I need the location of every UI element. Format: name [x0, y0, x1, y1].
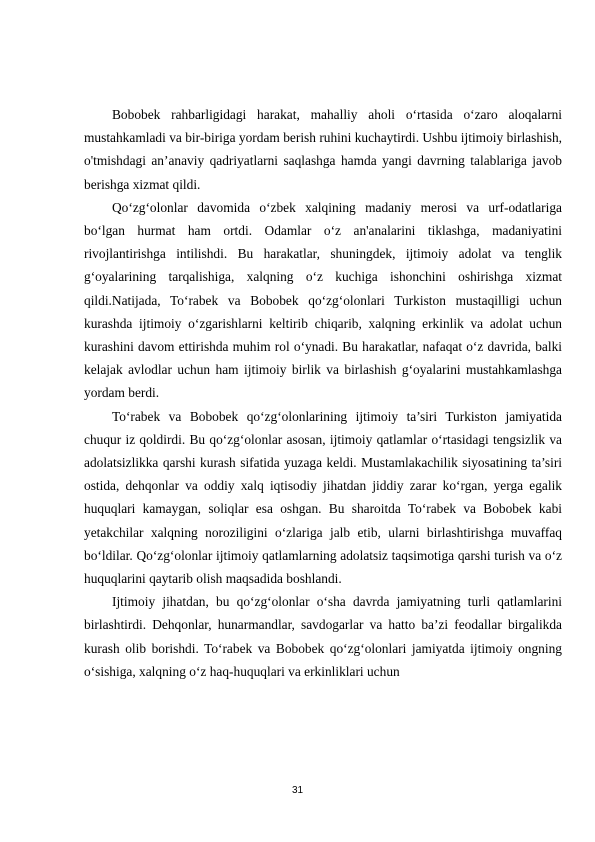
- paragraph-4: Ijtimoiy jihatdan, bu qo‘zg‘olonlar o‘sha davrda jamiyatning turli qatlamlarini birlashtirdi. Dehqonlar, hunarmandlar, savdogarlar va hatto ba’zi feodallar birgalikda kurash olib borishdi. To‘rabek va Bobobek qo‘zg‘olonlari jamiyatda ijtimoiy ongning o‘sishiga, xalqning o‘z haq-huquqlari va erkinliklari uchun: [84, 594, 562, 679]
- page-number: 31: [291, 785, 304, 796]
- paragraph-2: Qo‘zg‘olonlar davomida o‘zbek xalqining madaniy merosi va urf-odatlariga bo‘lgan hurmat ham ortdi. Odamlar o‘z an'analarini tiklashga, madaniyatini rivojlantirishga intilishdi. Bu harakatlar, shuningdek, ijtimoiy adolat va tenglik g‘oyalarining tarqalishiga, xalqning o‘z kuchiga ishonchini oshirishga xizmat qildi.Natijada, To‘rabek va Bobobek qo‘zg‘olonlari Turkiston mustaqilligi uchun kurashda ijtimoiy o‘zgarishlarni keltirib chiqarib, xalqning erkinlik va adolat uchun kurashini davom ettirishda muhim rol o‘ynadi. Bu harakatlar, nafaqat o‘z davrida, balki kelajak avlodlar uchun ham ijtimoiy birlik va birlashish g‘oyalarini mustahkamlashga yordam berdi.: [84, 199, 562, 401]
- paragraph-1: Bobobek rahbarligidagi harakat, mahalliy aholi o‘rtasida o‘zaro aloqalarni mustahkamladi va bir-biriga yordam berish ruhini kuchaytirdi. Ushbu ijtimoiy birlashish, o'tmishdagi an’anaviy qadriyatlarni saqlashga hamda yangi davrning talablariga javob berishga xizmat qildi.: [84, 107, 562, 192]
- body-text: [84, 103, 562, 683]
- paragraph-3: To‘rabek va Bobobek qo‘zg‘olonlarining ijtimoiy ta’siri Turkiston jamiyatida chuqur iz qoldirdi. Bu qo‘zg‘olonlar asosan, ijtimoiy qatlamlar o‘rtasidagi tengsizlik va adolatsizlikka qarshi kurash sifatida yuzaga keldi. Mustamlakachilik siyosatining ta’siri ostida, dehqonlar va oddiy xalq iqtisodiy jihatdan jiddiy zarar ko‘rgan, yerga egalik huquqlari kamaygan, soliqlar esa oshgan. Bu sharoitda To‘rabek va Bobobek kabi yetakchilar xalqning noroziligini o‘zlariga jalb etib, ularni birlashtirishga muvaffaq bo‘ldilar. Qo‘zg‘olonlar ijtimoiy qatlamlarning adolatsiz taqsimotiga qarshi turish va o‘z huquqlarini qaytarib olish maqsadida boshlandi.: [84, 408, 562, 587]
